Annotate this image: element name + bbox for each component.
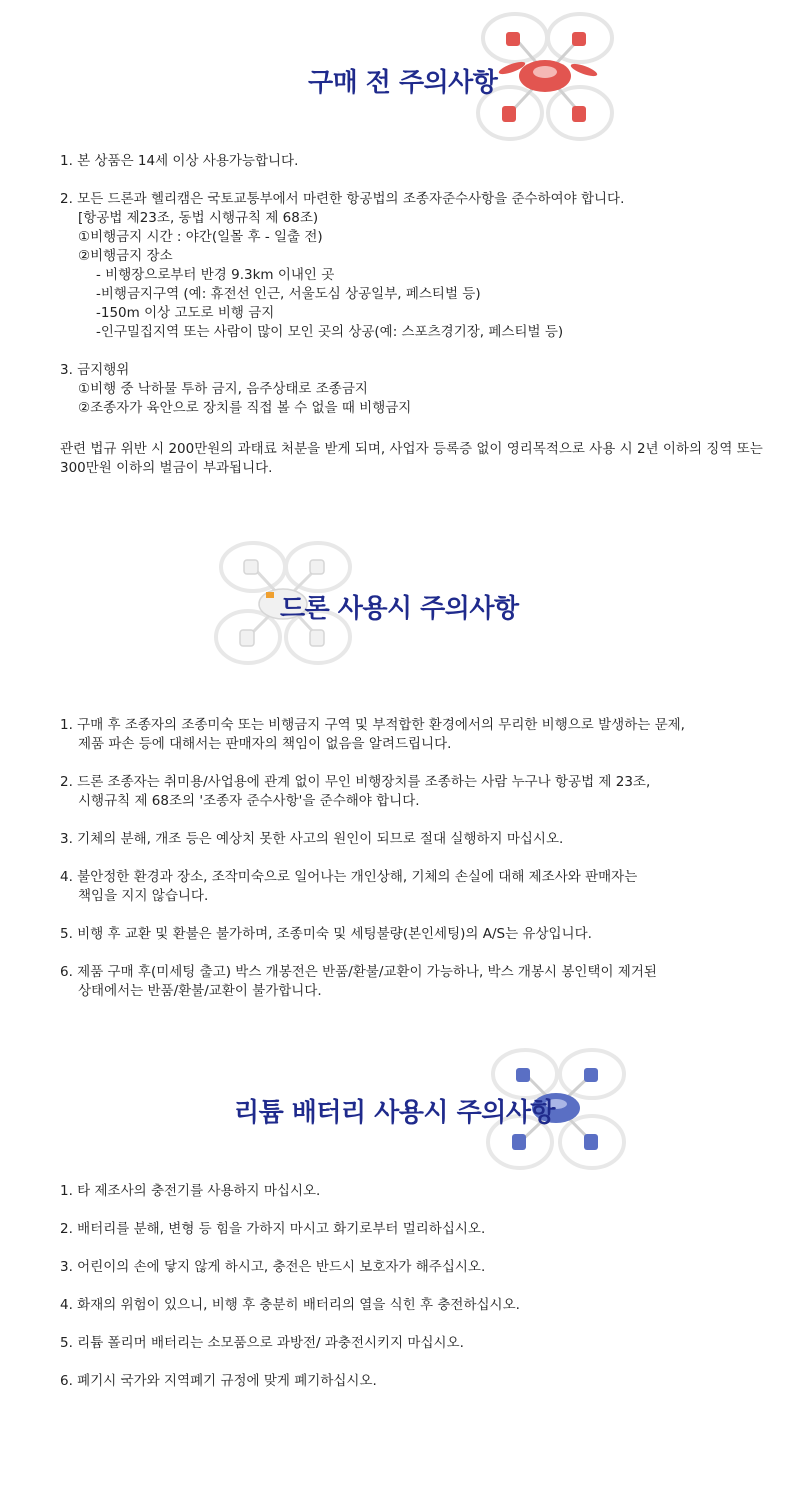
list-item: 2. 배터리를 분해, 변형 등 힘을 가하지 마시고 화기로부터 멀리하십시오. [60, 1221, 486, 1237]
list-item: ②조종자가 육안으로 장치를 직접 볼 수 없을 때 비행금지 [78, 400, 412, 416]
list-item: 2. 드론 조종자는 취미용/사업용에 관계 없이 무인 비행장치를 조종하는 사람 누구나 항공법 제 23조, [60, 774, 651, 790]
list-item: 3. 금지행위 [60, 362, 130, 378]
list-item: 1. 타 제조사의 충전기를 사용하지 마십시오. [60, 1183, 321, 1199]
list-item: 1. 구매 후 조종자의 조종미숙 또는 비행금지 구역 및 부적합한 환경에서의 무리한 비행으로 발생하는 문제, [60, 717, 685, 733]
list-item: ①비행 중 낙하물 투하 금지, 음주상태로 조종금지 [78, 381, 368, 397]
list-item: 시행규칙 제 68조의 '조종자 준수사항'을 준수해야 합니다. [78, 793, 420, 809]
list-item: ①비행금지 시간 : 야간(일몰 후 - 일출 전) [78, 229, 323, 245]
usage-notice-list [60, 716, 780, 1001]
list-item: 4. 화재의 위험이 있으니, 비행 후 충분히 배터리의 열을 식힌 후 충전하십시오. [60, 1297, 520, 1313]
list-item: 5. 비행 후 교환 및 환불은 불가하며, 조종미숙 및 세팅불량(본인세팅)의 A/S는 유상입니다. [60, 926, 592, 942]
section-title: 드론 사용시 주의사항 [280, 594, 519, 624]
list-item: 2. 모든 드론과 헬리캠은 국토교통부에서 마련한 항공법의 조종자준수사항을 준수하여야 합니다. [60, 191, 625, 207]
legal-notice: 관련 법규 위반 시 200만원의 과태료 처분을 받게 되며, 사업자 등록증 없이 영리목적으로 사용 시 2년 이하의 징역 또는 300만원 이하의 벌금이 부과됩니다. [60, 441, 763, 476]
list-item: -인구밀집지역 또는 사람이 많이 모인 곳의 상공(예: 스포츠경기장, 페스티벌 등) [96, 324, 564, 340]
purchase-section [0, 0, 800, 500]
list-item: - 비행장으로부터 반경 9.3km 이내인 곳 [96, 267, 335, 283]
section-title: 리튬 배터리 사용시 주의사항 [234, 1098, 556, 1128]
list-item: 책임을 지지 않습니다. [78, 888, 209, 904]
list-item: 6. 폐기시 국가와 지역폐기 규정에 맞게 폐기하십시오. [60, 1373, 377, 1389]
list-item: 1. 본 상품은 14세 이상 사용가능합니다. [60, 153, 299, 169]
list-item: -150m 이상 고도로 비행 금지 [96, 305, 275, 321]
list-item: 5. 리튬 폴리머 배터리는 소모품으로 과방전/ 과충전시키지 마십시오. [60, 1335, 464, 1351]
list-item: ②비행금지 장소 [78, 248, 173, 264]
battery-notice-list [60, 1182, 780, 1391]
list-item: 상태에서는 반품/환불/교환이 불가합니다. [78, 983, 322, 999]
list-item: 6. 제품 구매 후(미세팅 출고) 박스 개봉전은 반품/환불/교환이 가능하나, 박스 개봉시 봉인택이 제거된 [60, 964, 657, 980]
battery-section [0, 1040, 800, 1500]
list-item: [항공법 제23조, 동법 시행규칙 제 68조) [78, 210, 319, 226]
list-item: 제품 파손 등에 대해서는 판매자의 책임이 없음을 알려드립니다. [78, 736, 452, 752]
usage-section [0, 530, 800, 1030]
purchase-notice-list [60, 152, 780, 418]
list-item: 3. 어린이의 손에 닿지 않게 하시고, 충전은 반드시 보호자가 해주십시오. [60, 1259, 486, 1275]
list-item: 4. 불안정한 환경과 장소, 조작미숙으로 일어나는 개인상해, 기체의 손실에 대해 제조사와 판매자는 [60, 869, 638, 885]
list-item: -비행금지구역 (예: 휴전선 인근, 서울도심 상공일부, 페스티벌 등) [96, 286, 481, 302]
section-title: 구매 전 주의사항 [308, 68, 498, 98]
list-item: 3. 기체의 분해, 개조 등은 예상치 못한 사고의 원인이 되므로 절대 실행하지 마십시오. [60, 831, 564, 847]
